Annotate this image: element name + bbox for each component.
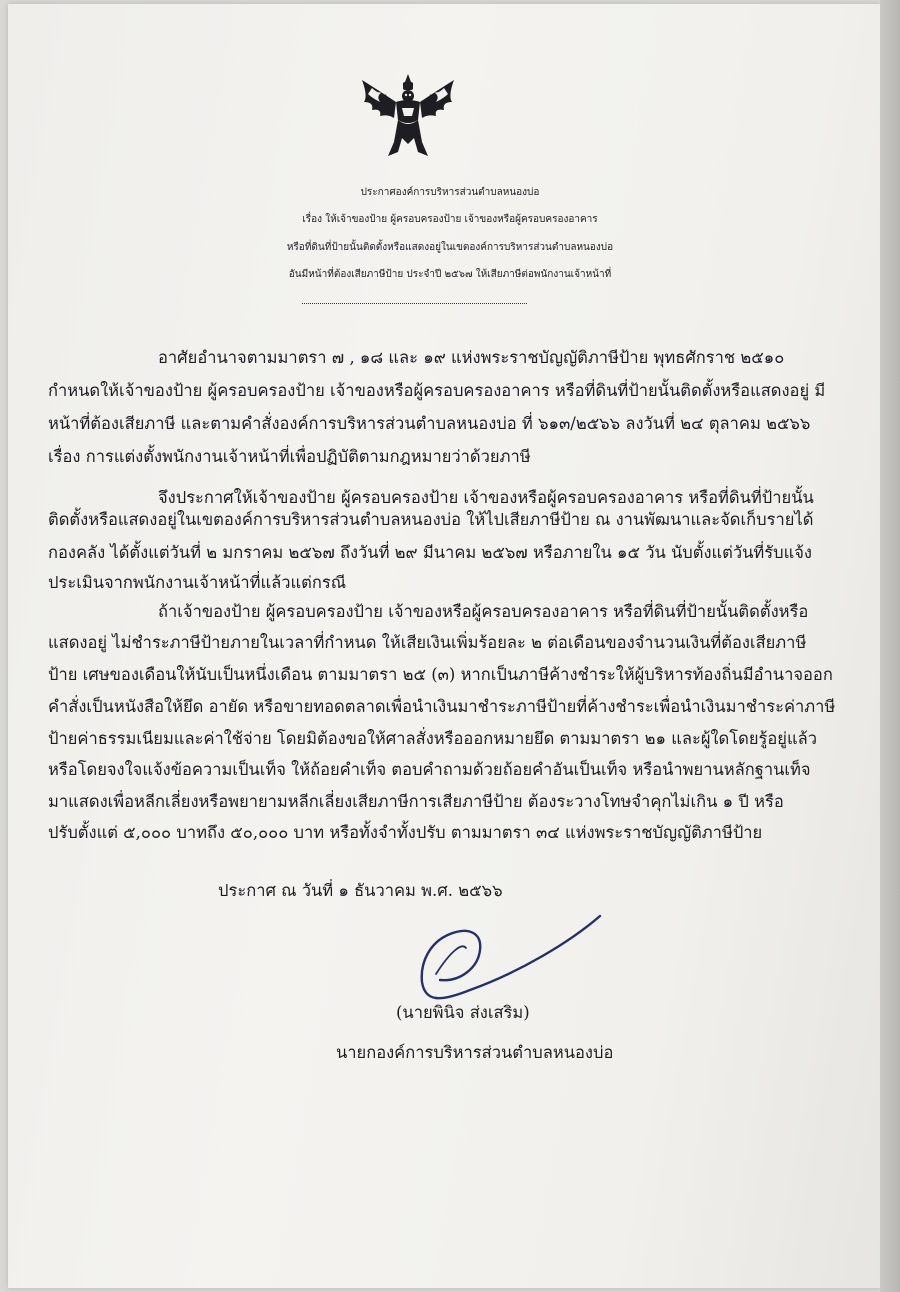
paragraph-2-line-1: จึงประกาศให้เจ้าของป้าย ผู้ครอบครองป้าย เจ้าของหรือผู้ครอบครองอาคาร หรือที่ดินที่ป้ายนั้น (158, 488, 814, 507)
paragraph-1-line-4: เรื่อง การแต่งตั้งพนักงานเจ้าหน้าที่เพื่อปฏิบัติตามกฎหมายว่าด้วยภาษี (48, 447, 531, 466)
announcement-date: ประกาศ ณ วันที่ ๑ ธันวาคม พ.ศ. ๒๕๖๖ (218, 881, 503, 900)
signatory-position: นายกองค์การบริหารส่วนตำบลหนองบ่อ (336, 1043, 614, 1062)
subject-line-1: เรื่อง ให้เจ้าของป้าย ผู้ครอบครองป้าย เจ้าของหรือผู้ครอบครองอาคาร (302, 214, 598, 225)
paragraph-3-line-3: ป้าย เศษของเดือนให้นับเป็นหนึ่งเดือน ตามมาตรา ๒๕ (๓) หากเป็นภาษีค้างชำระให้ผู้บริหารท้องถิ่นมีอำนาจออก (48, 665, 833, 684)
paragraph-2-line-4: ประเมินจากพนักงานเจ้าหน้าที่แล้วแต่กรณี (48, 573, 347, 592)
paragraph-3-line-1: ถ้าเจ้าของป้าย ผู้ครอบครองป้าย เจ้าของหรือผู้ครอบครองอาคาร หรือที่ดินที่ป้ายนั้นติดตั้งหรือ (158, 602, 809, 621)
paragraph-3-line-6: หรือโดยจงใจแจ้งข้อความเป็นเท็จ ให้ถ้อยคำเท็จ ตอบคำถามด้วยถ้อยคำอันเป็นเท็จ หรือนำพยานหลักฐานเท็จ (48, 760, 811, 779)
paragraph-3-line-2: แสดงอยู่ ไม่ชำระภาษีป้ายภายในเวลาที่กำหนด ให้เสียเงินเพิ่มร้อยละ ๒ ต่อเดือนของจำนวนเงินที่ต้องเสียภาษี (48, 633, 807, 652)
paragraph-2-line-2: ติดตั้งหรือแสดงอยู่ในเขตองค์การบริหารส่วนตำบลหนองบ่อ ให้ไปเสียภาษีป้าย ณ งานพัฒนาและจัดเก็บรายได้ (48, 510, 814, 529)
paragraph-1-line-1: อาศัยอำนาจตามมาตรา ๗ , ๑๘ และ ๑๙ แห่งพระราชบัญญัติภาษีป้าย พุทธศักราช ๒๕๑๐ (158, 348, 785, 367)
paragraph-3-line-8: ปรับตั้งแต่ ๕,๐๐๐ บาทถึง ๕๐,๐๐๐ บาท หรือทั้งจำทั้งปรับ ตามมาตรา ๓๔ แห่งพระราชบัญญัติภาษีป้าย (48, 823, 763, 842)
subject-line-2: หรือที่ดินที่ป้ายนั้นติดตั้งหรือแสดงอยู่ในเขตองค์การบริหารส่วนตำบลหนองบ่อ (286, 242, 614, 253)
paragraph-3-line-5: ป้ายค่าธรรมเนียมและค่าใช้จ่าย โดยมิต้องขอให้ศาลสั่งหรือออกหมายยึด ตามมาตรา ๒๑ และผู้ใดโดยรู้อยู่แล้ว (48, 729, 817, 748)
announcement-title: ประกาศองค์การบริหารส่วนตำบลหนองบ่อ (360, 187, 540, 198)
paragraph-3-line-7: มาแสดงเพื่อหลีกเลี่ยงหรือพยายามหลีกเลี่ยงเสียภาษีการเสียภาษีป้าย ต้องระวางโทษจำคุกไม่เกิน ๑ ปี หรือ (48, 792, 784, 811)
signatory-name: (นายพินิจ ส่งเสริม) (396, 1003, 530, 1022)
paragraph-1-line-2: กำหนดให้เจ้าของป้าย ผู้ครอบครองป้าย เจ้าของหรือผู้ครอบครองอาคาร หรือที่ดินที่ป้ายนั้นติดตั้งหรือแสดงอยู่ มี (48, 381, 826, 400)
paragraph-1-line-3: หน้าที่ต้องเสียภาษี และตามคำสั่งองค์การบริหารส่วนตำบลหนองบ่อ ที่ ๖๑๓/๒๕๖๖ ลงวันที่ ๒๔ ตุลาคม ๒๕๖๖ (48, 414, 811, 433)
subject-line-3: อันมีหน้าที่ต้องเสียภาษีป้าย ประจำปี ๒๕๖๗ ให้เสียภาษีต่อพนักงานเจ้าหน้าที่ (288, 269, 612, 280)
paragraph-2-line-3: กองคลัง ได้ตั้งแต่วันที่ ๒ มกราคม ๒๕๖๗ ถึงวันที่ ๒๙ มีนาคม ๒๕๖๗ หรือภายใน ๑๕ วัน นับตั้งแต่วันที่รับแจ้ง (48, 543, 812, 562)
paragraph-3-line-4: คำสั่งเป็นหนังสือให้ยึด อายัด หรือขายทอดตลาดเพื่อนำเงินมาชำระภาษีป้ายที่ค้างชำระเพื่อนำเงินมาชำระค่าภาษี (48, 697, 836, 716)
garuda-emblem-icon (358, 72, 458, 162)
separator-dotted-line (302, 303, 527, 304)
